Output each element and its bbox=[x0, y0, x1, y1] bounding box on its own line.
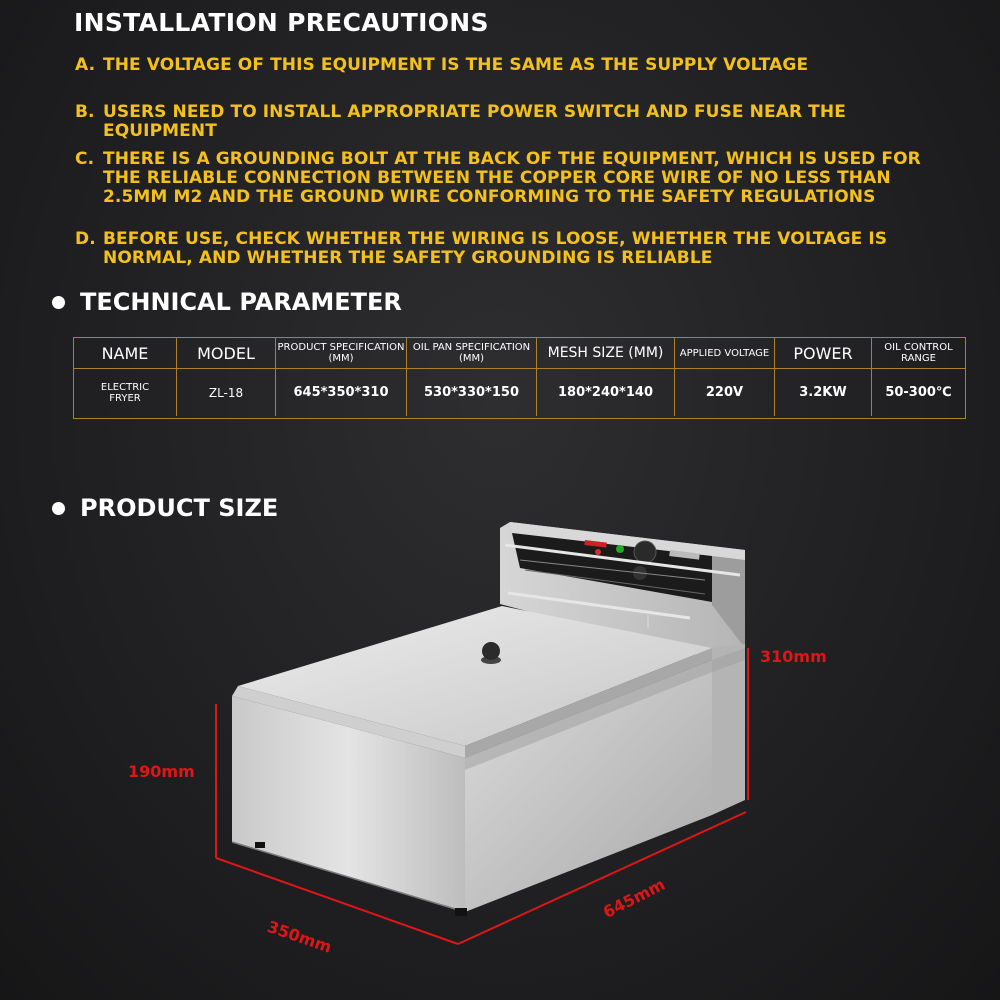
value-name: ELECTRIC FRYER bbox=[74, 369, 177, 416]
header-oil-control: OIL CONTROL RANGE bbox=[884, 342, 953, 364]
value-power: 3.2KW bbox=[775, 369, 872, 416]
value-model: ZL-18 bbox=[177, 369, 276, 416]
value-oil-control: 50-300℃ bbox=[885, 385, 952, 400]
precaution-text: THE VOLTAGE OF THIS EQUIPMENT IS THE SAME AS THE SUPPLY VOLTAGE bbox=[103, 55, 809, 75]
dimension-depth: 350mm bbox=[264, 917, 335, 957]
value-product-spec: 645*350*310 bbox=[276, 369, 407, 416]
precaution-text: USERS NEED TO INSTALL APPROPRIATE POWER SWITCH AND FUSE NEAR THE EQUIPMENT bbox=[103, 102, 846, 141]
precaution-letter: A. bbox=[75, 55, 96, 75]
header-product-spec: PRODUCT SPECIFICATION (MM) bbox=[276, 338, 407, 368]
dimension-height-total: 310mm bbox=[760, 647, 827, 666]
product-size-title: PRODUCT SIZE bbox=[80, 494, 279, 522]
value-voltage: 220V bbox=[675, 369, 775, 416]
installation-title: INSTALLATION PRECAUTIONS bbox=[74, 8, 489, 37]
dimension-height-front: 190mm bbox=[128, 762, 195, 781]
header-model: MODEL bbox=[177, 338, 276, 368]
header-oil-pan-spec: OIL PAN SPECIFICATION (MM) bbox=[407, 338, 537, 368]
precaution-text: THERE IS A GROUNDING BOLT AT THE BACK OF THE EQUIPMENT, WHICH IS USED FOR THE RELIABLE CONNECTION BETWEEN THE COPPER CORE WIRE OF NO LESS THAN 2.5MM M2 AND THE GROUND WIRE CONFORMING TO THE SAFETY REGULATIONS bbox=[103, 149, 921, 207]
technical-title: TECHNICAL PARAMETER bbox=[80, 288, 402, 316]
precaution-text: BEFORE USE, CHECK WHETHER THE WIRING IS LOOSE, WHETHER THE VOLTAGE IS NORMAL, AND WHETHER THE SAFETY GROUNDING IS RELIABLE bbox=[103, 229, 888, 268]
precaution-letter: D. bbox=[75, 229, 96, 249]
dimension-length: 645mm bbox=[600, 874, 669, 922]
header-power: POWER bbox=[775, 338, 872, 368]
header-name: NAME bbox=[74, 338, 177, 368]
value-oil-pan-spec: 530*330*150 bbox=[407, 369, 537, 416]
header-mesh-size: MESH SIZE (MM) bbox=[537, 338, 675, 368]
precaution-letter: C. bbox=[75, 149, 95, 169]
value-mesh-size: 180*240*140 bbox=[537, 369, 675, 416]
header-voltage: APPLIED VOLTAGE bbox=[675, 338, 775, 368]
precaution-letter: B. bbox=[75, 102, 95, 122]
